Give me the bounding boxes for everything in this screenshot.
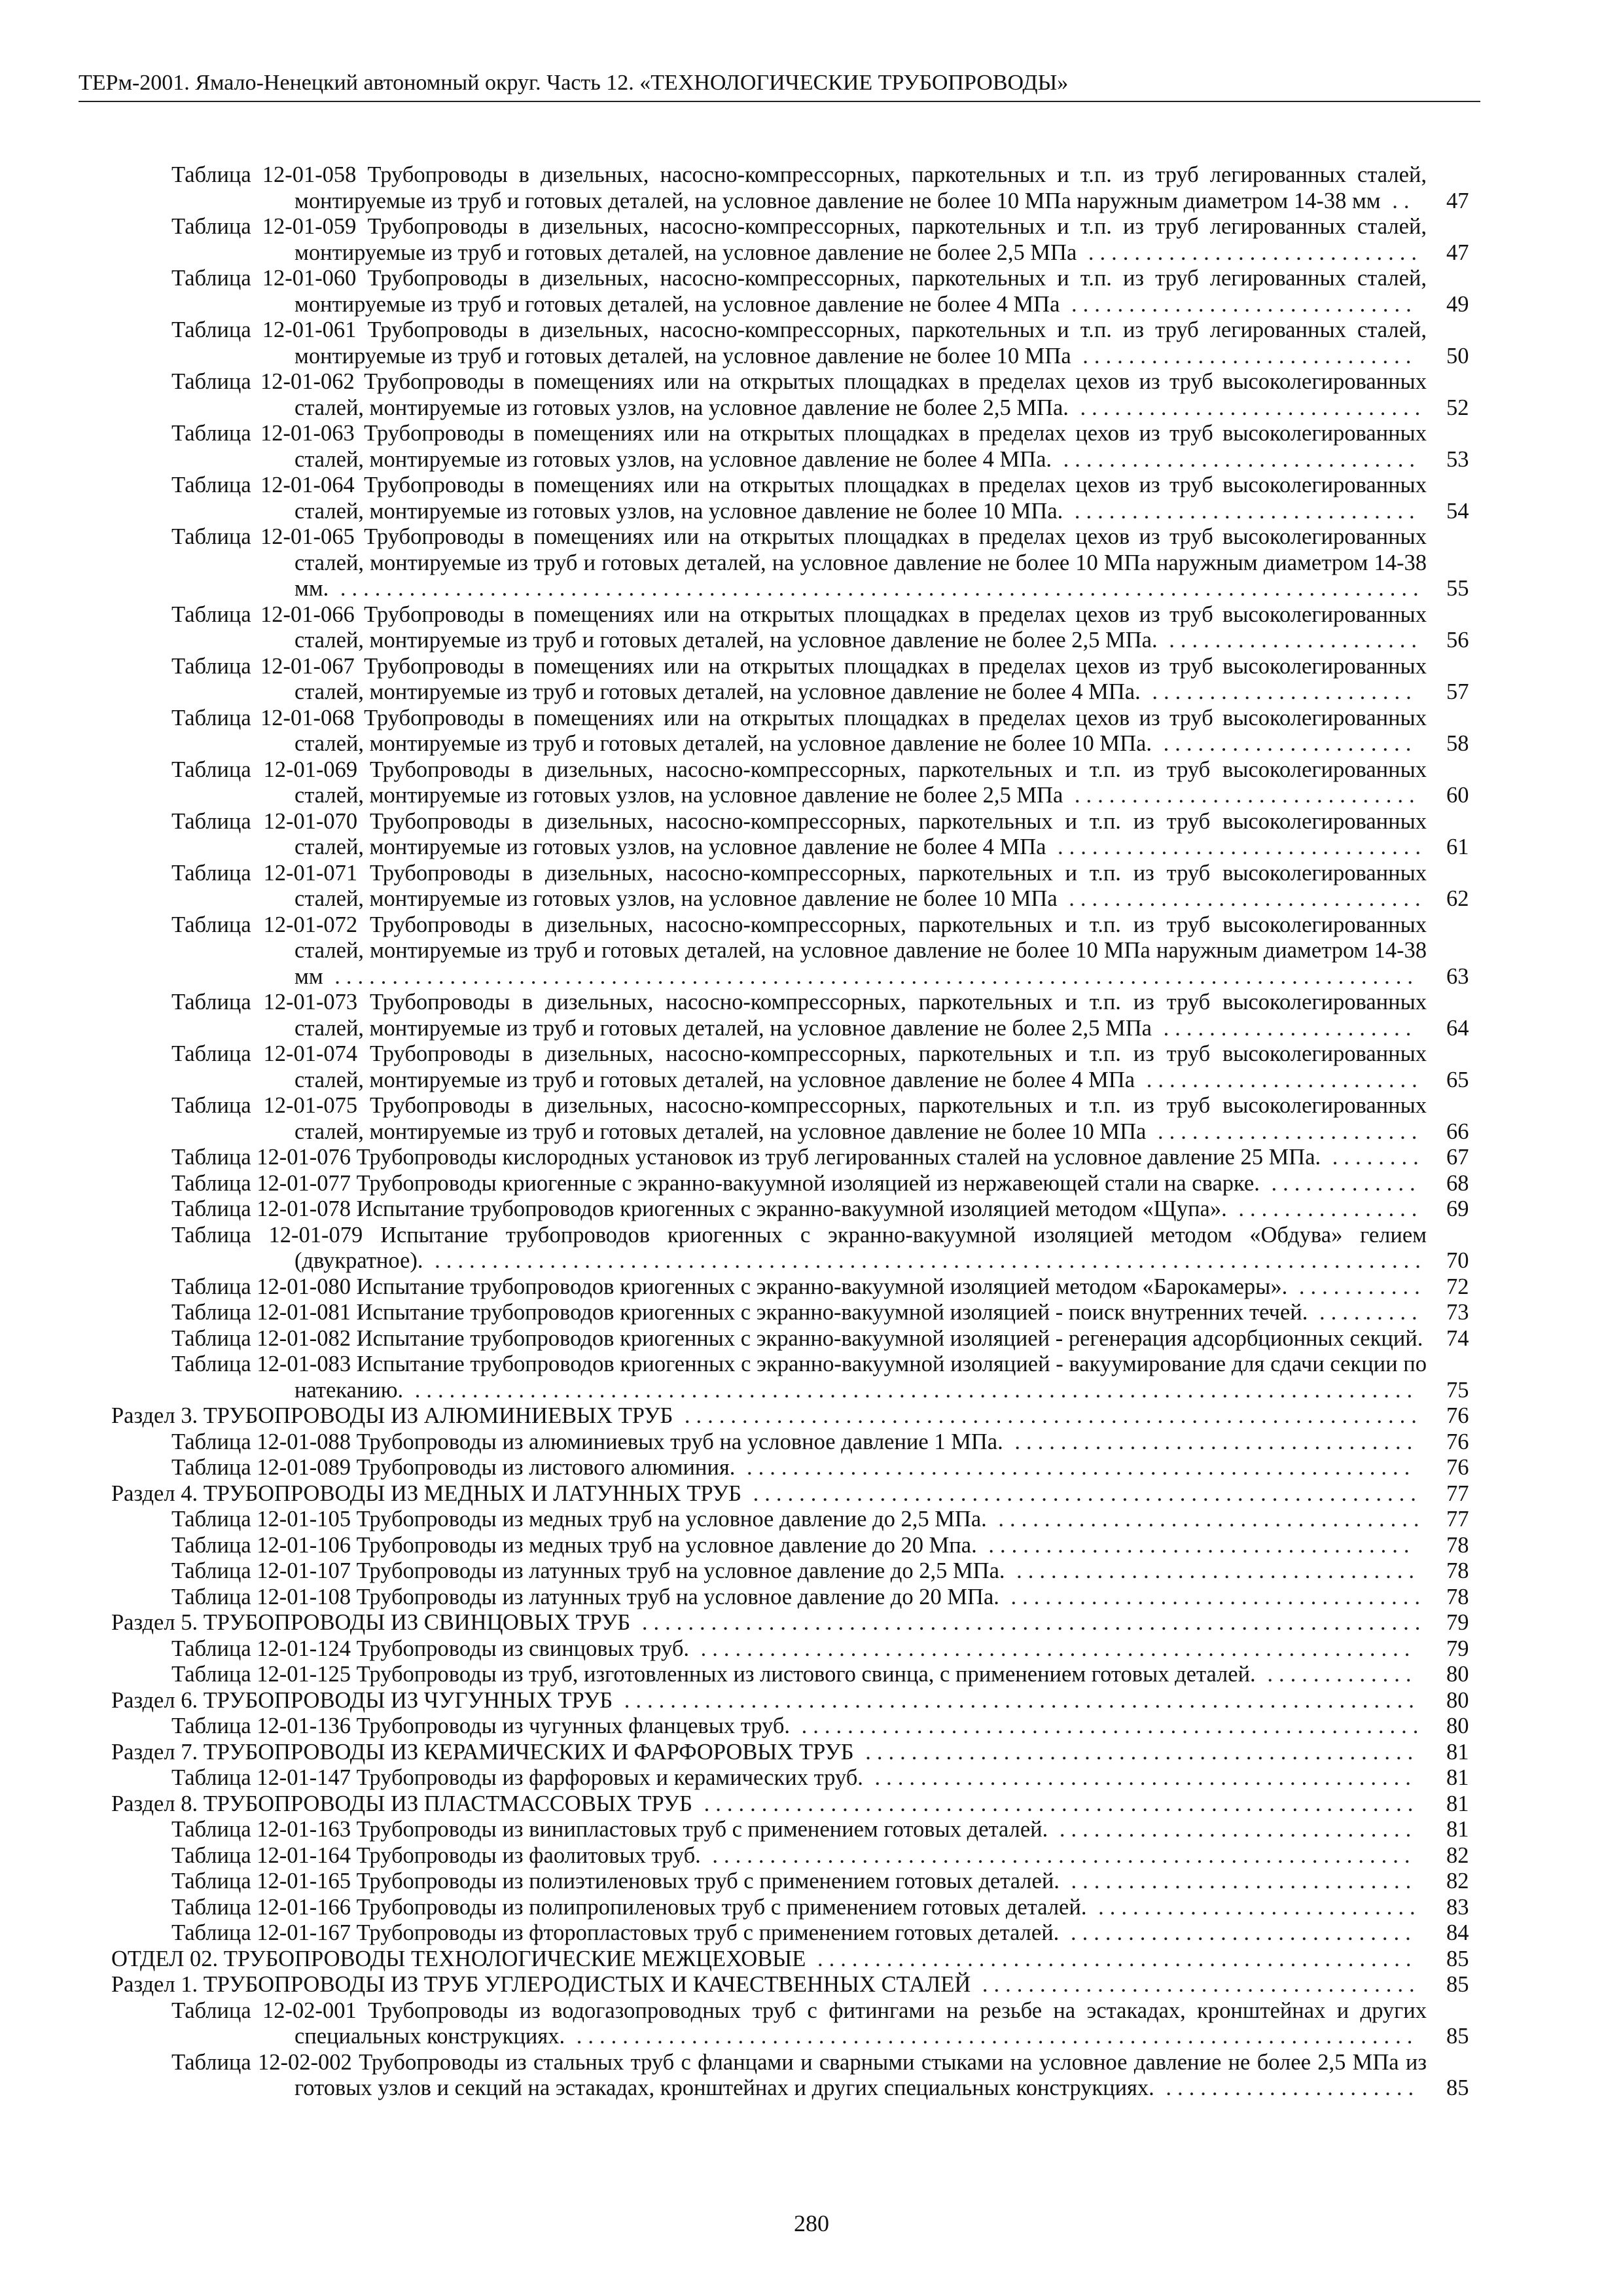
toc-table-entry[interactable] [111,1920,1486,1946]
leader-dots: ..................................... [986,1507,1425,1532]
toc-page-number: 85 [1446,1946,1469,1971]
toc-page-number: 80 [1446,1687,1469,1713]
toc-page-number: 65 [1446,1067,1469,1092]
toc-section-entry[interactable] [111,1403,1486,1429]
leader-dots: .............................. [1060,291,1418,317]
toc-page-number: 76 [1446,1403,1469,1428]
leader-dots: .. [1380,188,1416,213]
toc-table-entry[interactable] [111,1352,1486,1403]
toc-table-entry[interactable] [111,1533,1486,1559]
toc-page-number: 83 [1446,1894,1469,1920]
toc-entry-title: Таблица 12-01-124 Трубопроводы из свинцовых труб. [171,1636,690,1661]
leader-dots: .............................. [1059,1920,1417,1945]
toc-entry-title: ОТДЕЛ 02. ТРУБОПРОВОДЫ ТЕХНОЛОГИЧЕСКИЕ МЕЖЦЕХОВЫЕ [111,1946,806,1971]
toc-page-number: 82 [1446,1869,1469,1893]
toc-section-entry[interactable] [111,1610,1486,1636]
toc-entry-title: Таблица 12-01-164 Трубопроводы из фаолитовых труб. [171,1842,701,1868]
leader-dots: ...................................................... [790,1713,1425,1738]
toc-table-entry[interactable] [111,2050,1486,2102]
toc-page-number: 79 [1446,1610,1469,1635]
toc-page-number: 47 [1446,188,1469,213]
toc-table-entry[interactable] [111,654,1486,706]
leader-dots: ..................................................................... [613,1687,1420,1713]
toc-page-number: 69 [1446,1196,1469,1221]
leader-dots: ............. [1259,1170,1421,1196]
leader-dots: ...................... [1151,1015,1418,1041]
toc-section-entry[interactable] [111,1481,1486,1507]
toc-page-number: 47 [1446,240,1469,265]
toc-table-entry[interactable] [111,1817,1486,1843]
leader-dots: ............................................................. [700,1842,1416,1868]
toc-entry-title: Раздел 5. ТРУБОПРОВОДЫ ИЗ СВИНЦОВЫХ ТРУБ [111,1610,631,1635]
leader-dots: ................................... [1005,1558,1421,1583]
toc-entry-title: Таблица 12-01-059 Трубопроводы в дизельных, насосно-компрессорных, паркотельных и т.п. из труб легированных сталей, монтируемые из труб и готовых деталей, на условное давление не более 2,5 МПа [171,214,1427,265]
toc-page-number: 84 [1446,1920,1469,1945]
toc-table-entry[interactable] [111,809,1486,861]
leader-dots: ............................... [1057,886,1427,911]
toc-entry-title: Таблица 12-02-001 Трубопроводы из водогазопроводных труб с фитингами на резьбе на эстакадах, кронштейнах и других специальных конструкциях. [171,1998,1427,2049]
toc-table-entry[interactable] [111,1895,1486,1921]
leader-dots: ......................................................................... [565,2024,1419,2049]
toc-table-entry[interactable] [111,317,1486,369]
toc-table-entry[interactable] [111,1636,1486,1662]
toc-page-number: 80 [1446,1662,1469,1687]
toc-page-number: 76 [1446,1455,1469,1480]
toc-table-entry[interactable] [111,1843,1486,1869]
toc-entry-title: Таблица 12-01-067 Трубопроводы в помещениях или на открытых площадках в пределах цехов из труб высоколегированных сталей, монтируемые из труб и готовых деталей, на условное давление не более 4 МПа. [171,653,1427,704]
toc-page-number: 78 [1446,1558,1469,1583]
toc-entry-title: Таблица 12-01-077 Трубопроводы криогенные с экранно-вакуумной изоляцией из нержавеющей стали на сварке. [171,1170,1260,1196]
leader-dots: ......... [1308,1300,1423,1325]
toc-entry-title: Таблица 12-01-073 Трубопроводы в дизельных, насосно-компрессорных, паркотельных и т.п. из труб высоколегированных сталей, монтируемые из труб и готовых деталей, на условное давление не более 2,5 МПа [171,990,1427,1041]
toc-entry-title: Таблица 12-01-076 Трубопроводы кислородных установок из труб легированных сталей на условное давление 25 МПа. [171,1145,1321,1170]
toc-table-entry[interactable] [111,602,1486,654]
toc-section-entry[interactable] [111,1791,1486,1818]
toc-page-number: 78 [1446,1532,1469,1558]
toc-table-entry[interactable] [111,1507,1486,1533]
toc-table-entry[interactable] [111,1300,1486,1326]
toc-table-entry[interactable] [111,266,1486,317]
toc-page-number: 70 [1446,1248,1469,1273]
leader-dots: ....................................................................................... [403,1377,1419,1403]
toc-page-number: 54 [1446,498,1469,524]
toc-table-entry[interactable] [111,524,1486,602]
toc-table-entry[interactable] [111,1171,1486,1197]
toc-section-entry[interactable] [111,1946,1486,1973]
toc-page-number: 63 [1446,963,1469,989]
toc-page-number: 81 [1446,1739,1469,1765]
toc-table-entry[interactable] [111,1455,1486,1481]
toc-entry-title: Таблица 12-01-136 Трубопроводы из чугунных фланцевых труб. [171,1713,791,1738]
toc-page-number: 62 [1446,886,1469,911]
leader-dots: .................................................... [806,1946,1418,1971]
toc-entry-title: Таблица 12-01-065 Трубопроводы в помещениях или на открытых площадках в пределах цехов из труб высоколегированных сталей, монтируемые из труб и готовых деталей, на условное давление не более 10 МПа наружным диаметром 14-38 мм. [171,524,1427,601]
toc-entry-title: Таблица 12-01-074 Трубопроводы в дизельных, насосно-компрессорных, паркотельных и т.п. из труб высоколегированных сталей, монтируемые из труб и готовых деталей, на условное давление не более 4 МПа [171,1041,1427,1092]
toc-page-number: 74 [1446,1325,1469,1351]
toc-table-entry[interactable] [111,1585,1486,1611]
toc-table-entry[interactable] [111,369,1486,421]
toc-entry-title: Таблица 12-01-078 Испытание трубопроводов криогенных с экранно-вакуумной изоляцией методом «Щупа». [171,1196,1227,1221]
leader-dots: ........................ [1135,1067,1423,1092]
toc-page-number: 73 [1446,1300,1469,1325]
toc-entry-title: Таблица 12-01-075 Трубопроводы в дизельных, насосно-компрессорных, паркотельных и т.п. из труб высоколегированных сталей, монтируемые из труб и готовых деталей, на условное давление не более 10 МПа [171,1093,1427,1144]
toc-entry-title: Таблица 12-01-163 Трубопроводы из винипластовых труб с применением готовых деталей. [171,1817,1048,1842]
leader-dots: ....................... [1146,1119,1423,1144]
toc-table-entry[interactable] [111,1662,1486,1688]
leader-dots: ................................... [1003,1429,1419,1454]
toc-page-number: 85 [1446,2075,1469,2100]
toc-entry-title: Таблица 12-01-083 Испытание трубопроводов криогенных с экранно-вакуумной изоляцией - вакуумирование для сдачи секции по натеканию. [171,1352,1427,1403]
leader-dots: .............................................................................................. [329,576,1425,601]
leader-dots: .......................................................... [741,1480,1422,1506]
toc-entry-title: Таблица 12-01-088 Трубопроводы из алюминиевых труб на условное давление 1 МПа. [171,1429,1003,1454]
toc-table-entry[interactable] [111,1998,1486,2050]
toc-page-number: 72 [1446,1274,1469,1299]
toc-page-number: 66 [1446,1119,1469,1144]
leader-dots: .............................. [1059,1869,1418,1893]
toc-entry-title: Раздел 3. ТРУБОПРОВОДЫ ИЗ АЛЮМИНИЕВЫХ ТРУБ [111,1403,673,1428]
toc-page-number: 77 [1446,1507,1469,1532]
toc-page-number: 81 [1446,1765,1469,1790]
toc-page-number: 55 [1446,576,1469,601]
toc-table-entry[interactable] [111,1041,1486,1093]
leader-dots: ...................................................................................... [423,1248,1427,1273]
toc-table-entry[interactable] [111,162,1486,214]
leader-dots: ............................... [1048,1817,1418,1842]
toc-page-number: 57 [1446,679,1469,704]
toc-entry-title: Таблица 12-01-068 Трубопроводы в помещениях или на открытых площадках в пределах цехов из труб высоколегированных сталей, монтируемые из труб и готовых деталей, на условное давление не более 10 МПа. [171,705,1427,756]
toc-entry-title: Таблица 12-01-105 Трубопроводы из медных труб на условное давление до 2,5 МПа. [171,1507,987,1532]
toc-table-entry[interactable] [111,990,1486,1041]
toc-entry-title: Таблица 12-01-063 Трубопроводы в помещениях или на открытых площадках в пределах цехов из труб высоколегированных сталей, монтируемые из готовых узлов, на условное давление не более 4 МПа. [171,421,1427,472]
toc-entry-title: Таблица 12-01-089 Трубопроводы из листового алюминия. [171,1455,736,1480]
toc-page-number: 56 [1446,628,1469,653]
toc-entry-title: Раздел 7. ТРУБОПРОВОДЫ ИЗ КЕРАМИЧЕСКИХ И ФАРФОРОВЫХ ТРУБ [111,1739,854,1765]
toc-entry-title: Таблица 12-01-166 Трубопроводы из полипропиленовых труб с применением готовых деталей. [171,1894,1087,1920]
leader-dots: ........ [1321,1145,1425,1170]
toc-table-entry[interactable] [111,861,1486,912]
toc-table-entry[interactable] [111,1145,1486,1171]
leader-dots: ................................................................ [673,1403,1423,1428]
toc-page-number: 50 [1446,343,1469,368]
toc-entry-title: Таблица 12-01-062 Трубопроводы в помещениях или на открытых площадках в пределах цехов из труб высоколегированных сталей, монтируемые из готовых узлов, на условное давление не более 2,5 МПа. [171,369,1427,420]
toc-table-entry[interactable] [111,421,1486,473]
leader-dots: .............................. [1068,395,1427,420]
running-header: ТЕРм-2001. Ямало-Ненецкий автономный округ. Часть 12. «ТЕХНОЛОГИЧЕСКИЕ ТРУБОПРОВОДЫ» [79,68,1480,102]
toc-entry-title: Таблица 12-01-079 Испытание трубопроводов криогенных с экранно-вакуумной изоляцией методом «Обдува» гелием (двукратное). [171,1222,1427,1273]
leader-dots: ...................... [1157,628,1423,653]
leader-dots: .................................................................... [630,1610,1427,1635]
toc-page-number: 80 [1446,1713,1469,1738]
toc-page-number: 81 [1446,1817,1469,1842]
toc-entry-title: Таблица 12-01-069 Трубопроводы в дизельных, насосно-компрессорных, паркотельных и т.п. из труб высоколегированных сталей, монтируемые из готовых узлов, на условное давление не более 2,5 МПа [171,757,1427,808]
toc-page-number: 77 [1446,1480,1469,1506]
leader-dots: .............................................................. [689,1636,1416,1661]
toc-page-number: 76 [1446,1429,1469,1454]
toc-table-entry[interactable] [111,1093,1486,1145]
leader-dots: ............. [1255,1662,1418,1687]
toc-entry-title: Таблица 12-01-167 Трубопроводы из фторопластовых труб с применением готовых деталей. [171,1920,1060,1945]
toc-table-entry[interactable] [111,1274,1486,1300]
toc-entry-title: Раздел 6. ТРУБОПРОВОДЫ ИЗ ЧУГУННЫХ ТРУБ [111,1687,613,1713]
toc-table-entry[interactable] [111,473,1486,524]
toc-page-number: 78 [1446,1584,1469,1609]
leader-dots: .............................. [1063,783,1421,808]
toc-entry-title: Таблица 12-01-082 Испытание трубопроводов криогенных с экранно-вакуумной изоляцией - регенерация адсорбционных секций. [171,1325,1423,1351]
toc-page-number: 85 [1446,2024,1469,2049]
toc-table-entry[interactable] [111,1713,1486,1740]
toc-page-number: 52 [1446,395,1469,420]
toc-section-entry[interactable] [111,1688,1486,1714]
toc-entry-title: Таблица 12-01-108 Трубопроводы из латунных труб на условное давление до 20 МПа. [171,1584,999,1609]
leader-dots: .......................................................... [735,1455,1416,1480]
leader-dots: ........... [1287,1274,1426,1299]
toc-page-number: 67 [1446,1145,1469,1170]
toc-page-number: 60 [1446,783,1469,808]
leader-dots: ....................... [1140,679,1418,704]
leader-dots: .............................. [1063,498,1421,524]
toc-entry-title: Таблица 12-01-147 Трубопроводы из фарфоровых и керамических труб. [171,1765,863,1790]
leader-dots: ............................. [1077,240,1423,265]
toc-entry-title: Раздел 1. ТРУБОПРОВОДЫ ИЗ ТРУБ УГЛЕРОДИСТЫХ И КАЧЕСТВЕННЫХ СТАЛЕЙ [111,1972,971,1997]
toc-entry-title: Таблица 12-02-002 Трубопроводы из стальных труб с фланцами и сварными стыками на условное давление не более 2,5 МПа из готовых узлов и секций на эстакадах, кронштейнах и других специальных конструкциях. [171,2049,1427,2100]
toc-table-entry[interactable] [111,912,1486,990]
toc-table-entry[interactable] [111,757,1486,809]
toc-entry-title: Таблица 12-01-106 Трубопроводы из медных труб на условное давление до 20 Мпа. [171,1532,977,1558]
toc-entry-title: Таблица 12-01-081 Испытание трубопроводов криогенных с экранно-вакуумной изоляцией - поиск внутренних течей. [171,1300,1308,1325]
toc-table-entry[interactable] [111,706,1486,757]
toc-page-number: 79 [1446,1636,1469,1661]
toc-table-entry[interactable] [111,1558,1486,1585]
leader-dots: ..................................... [976,1532,1416,1558]
table-of-contents [111,162,1486,2102]
toc-section-entry[interactable] [111,1972,1486,1998]
toc-table-entry[interactable] [111,1869,1486,1895]
leader-dots: ................ [1226,1196,1423,1221]
toc-page-number: 58 [1446,731,1469,756]
toc-table-entry[interactable] [111,1196,1486,1223]
toc-entry-title: Таблица 12-01-072 Трубопроводы в дизельных, насосно-компрессорных, паркотельных и т.п. из труб высоколегированных сталей, монтируемые из труб и готовых деталей, на условное давление не более 10 МПа наружным диаметром 14-38 мм [171,912,1427,989]
toc-page-number: 61 [1446,834,1469,859]
toc-table-entry[interactable] [111,1326,1486,1352]
toc-page-number: 53 [1446,446,1469,472]
leader-dots: .................................... [999,1584,1427,1609]
leader-dots: ...................... [1151,731,1418,756]
toc-page-number: 85 [1446,1972,1469,1997]
toc-entry-title: Таблица 12-01-125 Трубопроводы из труб, изготовленных из листового свинца, с применением готовых деталей. [171,1662,1256,1687]
leader-dots: ............................. [1071,343,1418,368]
toc-entry-title: Таблица 12-01-058 Трубопроводы в дизельных, насосно-компрессорных, паркотельных и т.п. из труб легированных сталей, монтируемые из труб и готовых деталей, на условное давление не более 10 МПа наружным диаметром 14-38 мм [171,162,1427,213]
leader-dots: .............................................................. [692,1791,1419,1816]
toc-section-entry[interactable] [111,1740,1486,1766]
toc-table-entry[interactable] [111,1429,1486,1456]
toc-table-entry[interactable] [111,214,1486,266]
toc-entry-title: Таблица 12-01-165 Трубопроводы из полиэтиленовых труб с применением готовых деталей. [171,1869,1060,1893]
toc-table-entry[interactable] [111,1765,1486,1791]
toc-page-number: 49 [1446,291,1469,317]
toc-page-number: 81 [1446,1791,1469,1816]
toc-entry-title: Таблица 12-01-071 Трубопроводы в дизельных, насосно-компрессорных, паркотельных и т.п. из труб высоколегированных сталей, монтируемые из готовых узлов, на условное давление не более 10 МПа [171,860,1427,911]
toc-table-entry[interactable] [111,1223,1486,1274]
leader-dots: .............................................................................................. [323,963,1419,989]
leader-dots: ............................... [1052,446,1421,472]
toc-page-number: 75 [1446,1377,1469,1403]
toc-page-number: 64 [1446,1015,1469,1041]
leader-dots: ................................ [1046,834,1427,859]
leader-dots: ............................ [1086,1894,1421,1920]
leader-dots: ...................................... [971,1972,1421,1997]
toc-entry-title: Таблица 12-01-070 Трубопроводы в дизельных, насосно-компрессорных, паркотельных и т.п. из труб высоколегированных сталей, монтируемые из готовых узлов, на условное давление не более 4 МПа [171,808,1427,859]
toc-page-number: 82 [1446,1842,1469,1868]
toc-entry-title: Таблица 12-01-060 Трубопроводы в дизельных, насосно-компрессорных, паркотельных и т.п. из труб легированных сталей, монтируемые из труб и готовых деталей, на условное давление не более 4 МПа [171,266,1427,317]
leader-dots: ................................................ [853,1739,1419,1765]
page-number: 280 [794,2210,829,2236]
toc-entry-title: Таблица 12-01-061 Трубопроводы в дизельных, насосно-компрессорных, паркотельных и т.п. из труб легированных сталей, монтируемые из труб и готовых деталей, на условное давление не более 10 МПа [171,317,1427,368]
toc-entry-title: Таблица 12-01-080 Испытание трубопроводов криогенных с экранно-вакуумной изоляцией методом «Барокамеры». [171,1274,1288,1299]
toc-entry-title: Раздел 8. ТРУБОПРОВОДЫ ИЗ ПЛАСТМАССОВЫХ ТРУБ [111,1791,692,1816]
toc-entry-title: Таблица 12-01-064 Трубопроводы в помещениях или на открытых площадках в пределах цехов из труб высоколегированных сталей, монтируемые из готовых узлов, на условное давление не более 10 МПа. [171,473,1427,524]
toc-entry-title: Таблица 12-01-107 Трубопроводы из латунных труб на условное давление до 2,5 МПа. [171,1558,1005,1583]
toc-page-number: 68 [1446,1170,1469,1196]
leader-dots: ............................................... [863,1765,1417,1790]
toc-entry-title: Таблица 12-01-066 Трубопроводы в помещениях или на открытых площадках в пределах цехов из труб высоколегированных сталей, монтируемые из труб и готовых деталей, на условное давление не более 2,5 МПа. [171,601,1427,653]
toc-entry-title: Раздел 4. ТРУБОПРОВОДЫ ИЗ МЕДНЫХ И ЛАТУННЫХ ТРУБ [111,1480,741,1506]
leader-dots: ...................... [1154,2075,1420,2100]
